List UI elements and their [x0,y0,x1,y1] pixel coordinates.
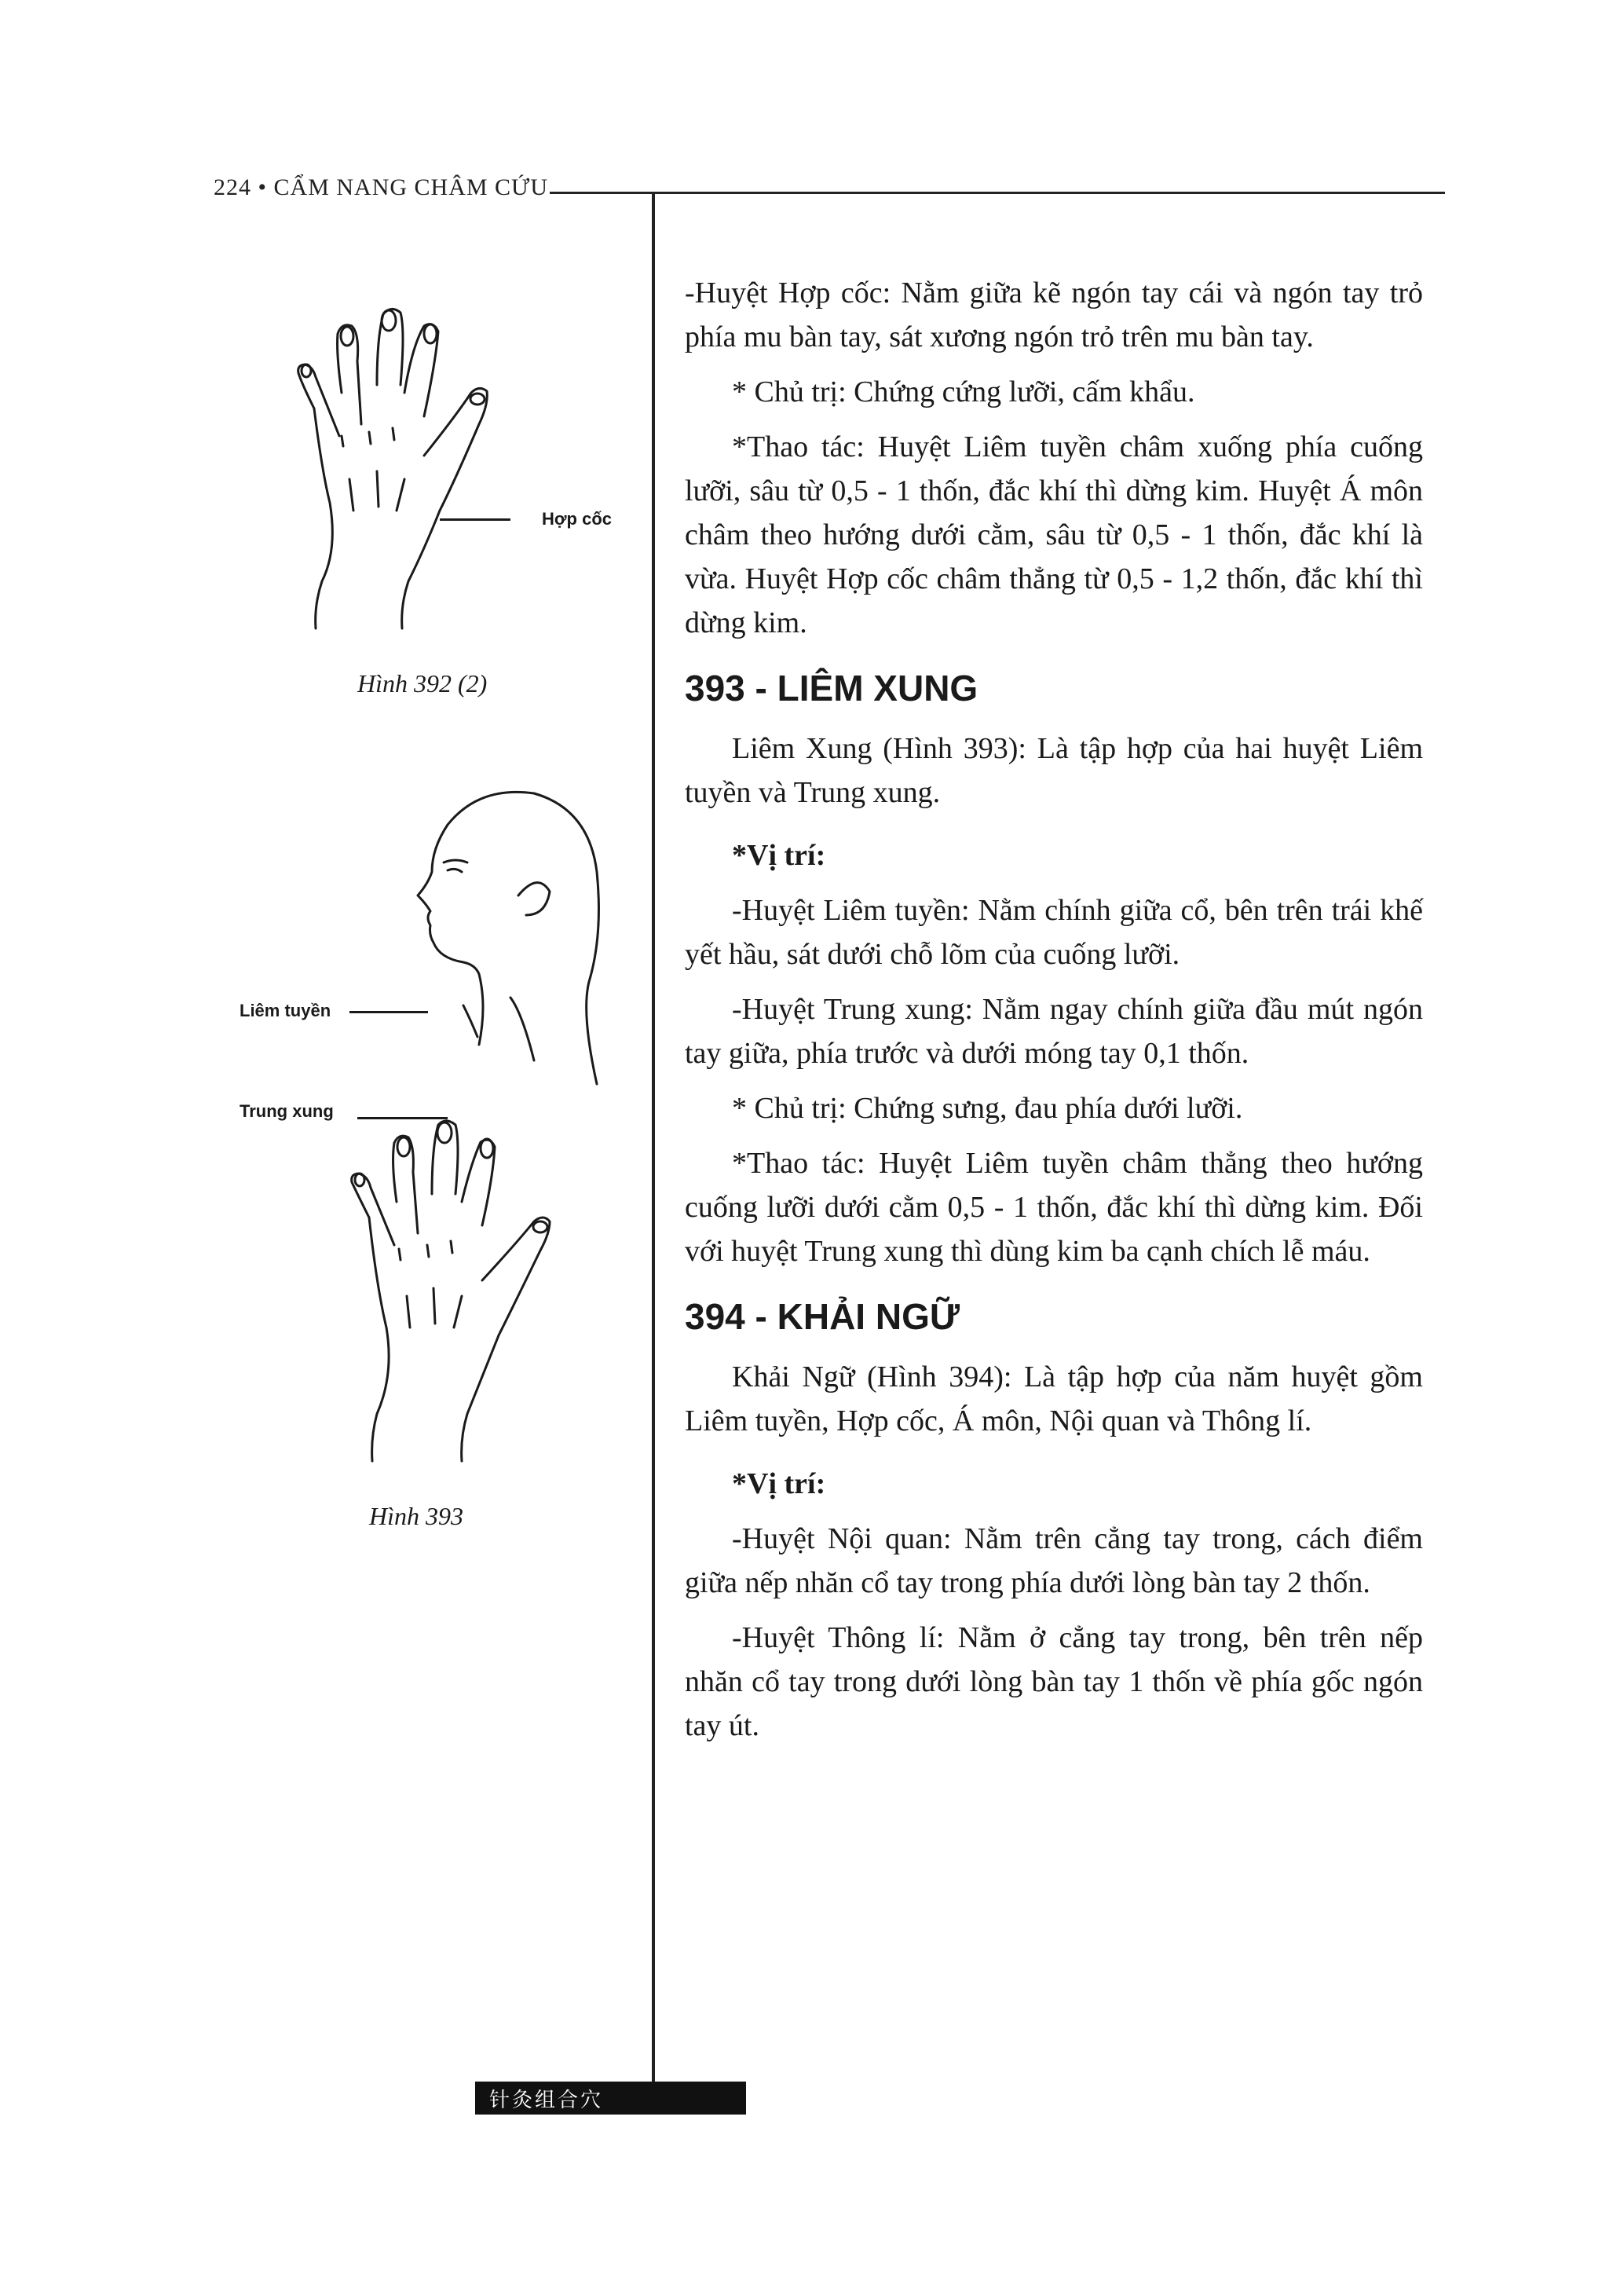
header-bullet: • [258,174,268,200]
label-hop-coc: Hợp cốc [542,509,612,529]
hop-coc-pointer [440,518,510,521]
paragraph-liem-tuyen: -Huyệt Liêm tuyền: Nằm chính giữa cổ, bên trên trái khế yết hầu, sát dưới chỗ lõm của cuống lưỡi. [685,894,1423,971]
paragraph-trung-xung: -Huyệt Trung xung: Nằm ngay chính giữa đầu mút ngón tay giữa, phía trước và dưới móng tay 0,1 thốn. [685,993,1423,1070]
paragraph-chu-tri-1: * Chủ trị: Chứng cứng lưỡi, cấm khẩu. [732,375,1195,408]
main-text-column [685,271,1423,1759]
paragraph-thong-li: -Huyệt Thông lí: Nằm ở cẳng tay trong, bên trên nếp nhăn cổ tay trong dưới lòng bàn tay 1 thốn về phía gốc ngón tay út. [685,1621,1423,1742]
caption-figure-392: Hình 392 (2) [357,669,488,698]
liem-tuyen-pointer [349,1011,428,1013]
paragraph-liem-xung-intro: Liêm Xung (Hình 393): Là tập hợp của hai huyệt Liêm tuyền và Trung xung. [685,732,1423,809]
paragraph-hop-coc: -Huyệt Hợp cốc: Nằm giữa kẽ ngón tay cái và ngón tay trỏ phía mu bàn tay, sát xương ngón trỏ trên mu bàn tay. [685,276,1423,353]
page-number: 224 [214,174,251,200]
header-rule [550,192,1445,194]
hand-figure-393 [322,1115,628,1485]
paragraph-chu-tri-2: * Chủ trị: Chứng sưng, đau phía dưới lưỡi. [732,1092,1243,1125]
hand-figure-392 [267,298,534,644]
trung-xung-pointer [357,1117,448,1119]
subheading-vi-tri-2: *Vị trí: [732,1467,826,1500]
paragraph-khai-ngu-intro: Khải Ngữ (Hình 394): Là tập hợp của năm huyệt gồm Liêm tuyền, Hợp cốc, Á môn, Nội quan và Thông lí. [685,1360,1423,1437]
running-header [214,174,548,201]
footer-tag: 针灸组合穴 [475,2082,746,2115]
label-trung-xung: Trung xung [240,1101,334,1121]
label-liem-tuyen: Liêm tuyền [240,1001,331,1020]
section-heading-393: 393 - LIÊM XUNG [685,668,978,709]
paragraph-noi-quan: -Huyệt Nội quan: Nằm trên cẳng tay trong, cách điểm giữa nếp nhăn cổ tay trong phía dưới lòng bàn tay 2 thốn. [685,1522,1423,1599]
head-figure-393 [353,778,613,1092]
section-heading-394: 394 - KHẢI NGỮ [685,1296,960,1337]
paragraph-thao-tac-1: *Thao tác: Huyệt Liêm tuyền châm xuống phía cuống lưỡi, sâu từ 0,5 - 1 thốn, đắc khí thì dừng kim. Huyệt Á môn châm theo hướng dưới cằm, sâu từ 0,5 - 1 thốn, đắc khí là vừa. Huyệt Hợp cốc châm thẳng từ 0,5 - 1,2 thốn, đắc khí thì dừng kim. [685,430,1423,639]
running-title: CẨM NANG CHÂM CỨU [273,174,548,200]
column-divider [652,192,655,2093]
subheading-vi-tri-1: *Vị trí: [732,839,826,872]
paragraph-thao-tac-2: *Thao tác: Huyệt Liêm tuyền châm thẳng theo hướng cuống lưỡi dưới cằm 0,5 - 1 thốn, đắc khí thì dừng kim. Đối với huyệt Trung xung thì dùng kim ba cạnh chích lễ máu. [685,1147,1423,1268]
caption-figure-393: Hình 393 [369,1502,463,1530]
